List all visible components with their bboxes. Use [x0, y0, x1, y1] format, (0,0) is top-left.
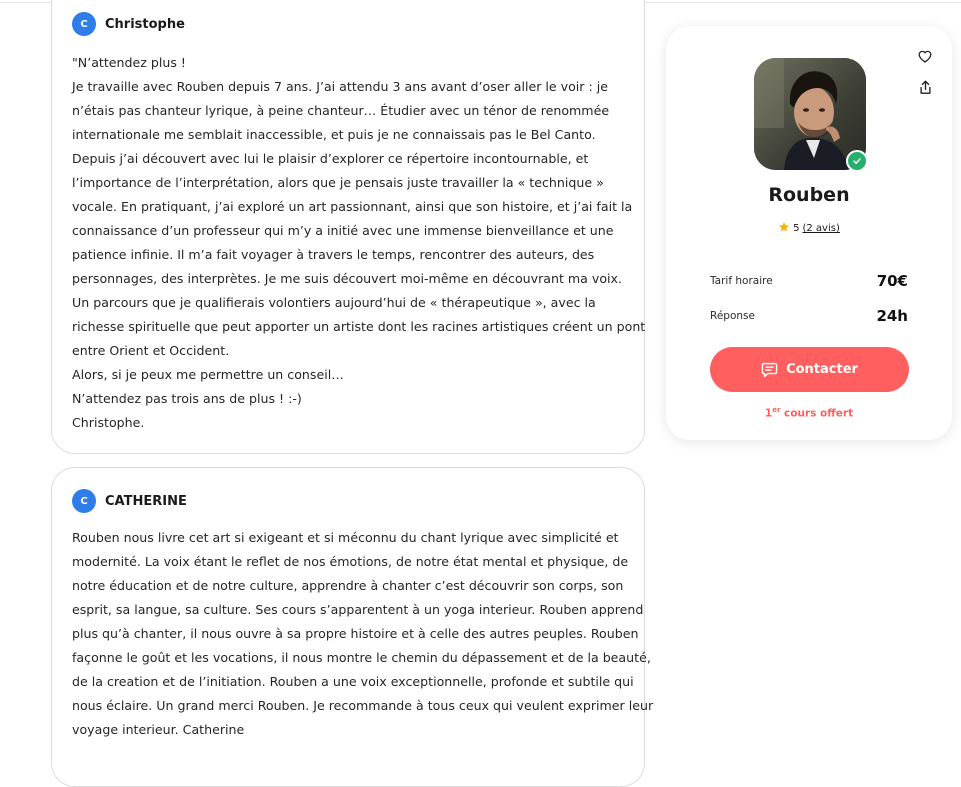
- review-line: nous éclaire. Un grand merci Rouben. Je recommande à tous ceux qui veulent exprimer leur: [72, 698, 654, 713]
- review-line: de la creation et de l’initiation. Rouben a une voix exceptionnelle, profonde et subtile qui: [72, 674, 634, 689]
- response-time-label: Réponse: [710, 310, 755, 322]
- teacher-profile-card: [666, 26, 952, 440]
- reviewer-avatar: C: [72, 489, 96, 513]
- contact-label: Contacter: [786, 362, 858, 377]
- review-text: [72, 51, 646, 435]
- chat-icon: [761, 362, 778, 378]
- review-line: connaissance d’un professeur qui m’y a initié avec une immense bienveillance et une: [72, 223, 614, 238]
- review-line: N’attendez pas trois ans de plus ! :-): [72, 391, 302, 406]
- review-header: [72, 12, 185, 36]
- review-line: Un parcours que je qualifierais volontiers aujourd’hui de « thérapeutique », avec la: [72, 295, 596, 310]
- response-time-row: [710, 307, 908, 325]
- review-card: [51, 0, 645, 454]
- reviewer-name: CATHERINE: [105, 493, 187, 509]
- hourly-rate-row: [710, 272, 908, 290]
- review-line: Depuis j’ai découvert avec lui le plaisir d’explorer ce répertoire incontournable, et: [72, 151, 589, 166]
- hourly-rate-value: 70€: [876, 272, 908, 290]
- heart-icon[interactable]: [916, 47, 934, 65]
- first-lesson-offer: [666, 406, 952, 420]
- review-line: esprit, sa langue, sa culture. Ses cours s’apparentent à un yoga interieur. Rouben apprend: [72, 602, 644, 617]
- rating: [666, 221, 952, 236]
- review-line: entre Orient et Occident.: [72, 343, 230, 358]
- review-line: façonne le goût et les vocations, il nous montre le chemin du dépassement et de la beauté,: [72, 650, 651, 665]
- check-icon: [846, 150, 868, 172]
- offer-number: 1: [764, 407, 773, 420]
- review-header: [72, 489, 187, 513]
- review-line: Christophe.: [72, 415, 145, 430]
- review-line: modernité. La voix étant le reflet de nos émotions, de notre état mental et physique, de: [72, 554, 629, 569]
- reviews-link[interactable]: (2 avis): [802, 223, 840, 234]
- teacher-name: Rouben: [768, 184, 850, 206]
- review-line: Rouben nous livre cet art si exigeant et si méconnu du chant lyrique avec simplicité et: [72, 530, 619, 545]
- review-line: notre éducation et de notre culture, apprendre à chanter c’est découvrir son corps, son: [72, 578, 624, 593]
- reviewer-avatar: C: [72, 12, 96, 36]
- review-line: vocale. En pratiquant, j’ai exploré un art passionnant, ainsi que son histoire, et j’ai fait la: [72, 199, 633, 214]
- review-line: n’étais pas chanteur lyrique, à peine chanteur… Étudier avec un ténor de renommée: [72, 103, 610, 118]
- review-card: [51, 467, 654, 787]
- contact-button[interactable]: [710, 347, 909, 392]
- share-icon[interactable]: [916, 78, 934, 96]
- review-line: richesse spirituelle que peut apporter un artiste dont les racines artistiques créent un pont: [72, 319, 646, 334]
- review-text: [72, 526, 654, 742]
- review-line: patience infinie. Il m’a fait voyager à travers le temps, rencontrer des auteurs, des: [72, 247, 595, 262]
- rating-value: 5: [793, 223, 800, 234]
- review-line: Je travaille avec Rouben depuis 7 ans. J’ai attendu 3 ans avant d’oser aller le voir : je: [72, 79, 608, 94]
- offer-text: cours offert: [780, 407, 854, 420]
- review-line: "N’attendez plus !: [72, 55, 186, 70]
- review-line: Alors, si je peux me permettre un conseil…: [72, 367, 344, 382]
- review-line: internationale me semblait inaccessible, et puis je ne connaissais pas le Bel Canto.: [72, 127, 596, 142]
- review-line: personnages, des interprètes. Je me suis découvert moi-même en découvrant ma voix.: [72, 271, 622, 286]
- hourly-rate-label: Tarif horaire: [710, 275, 773, 287]
- review-line: plus qu’à chanter, il nous ouvre à sa propre histoire et à celle des autres peuples. Rouben: [72, 626, 639, 641]
- review-line: l’importance de l’interprétation, alors que je pensais juste travailler la « technique »: [72, 175, 604, 190]
- review-line: voyage interieur. Catherine: [72, 722, 245, 737]
- star-icon: [778, 221, 790, 236]
- response-time-value: 24h: [876, 307, 908, 325]
- reviewer-name: Christophe: [105, 16, 185, 32]
- offer-superscript: er: [772, 406, 781, 414]
